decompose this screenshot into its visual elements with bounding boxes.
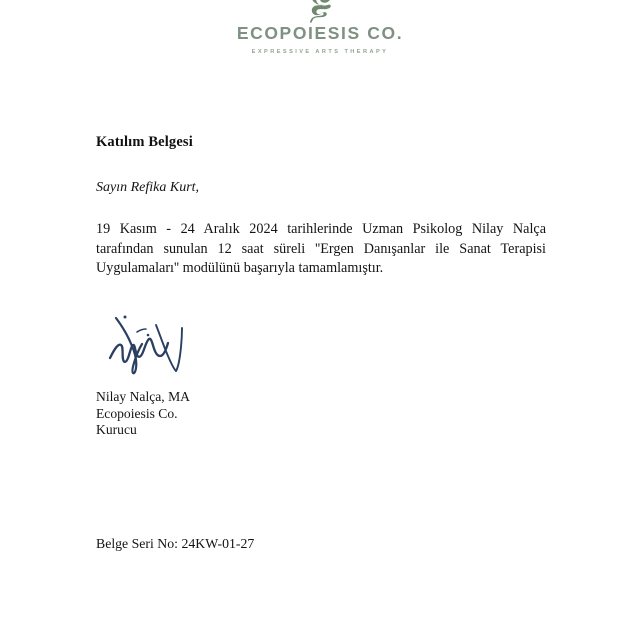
- signer-name: Nilay Nalça, MA: [96, 389, 190, 404]
- certificate-body-text: 19 Kasım - 24 Aralık 2024 tarihlerinde Uzman Psikolog Nilay Nalça tarafından sunulan 12 saat süreli ''Ergen Danışanlar ile Sanat Terapisi Uygulamaları'' modülünü başarıyla tamamlamıştır.: [96, 221, 546, 277]
- document-serial-number: Belge Seri No: 24KW-01-27: [96, 536, 255, 551]
- logo-wordmark: ECOPOIESIS CO.: [236, 23, 404, 43]
- signer-role: Kurucu: [96, 422, 137, 437]
- signature-block: [96, 389, 190, 439]
- logo-tagline: EXPRESSIVE ARTS THERAPY: [251, 48, 389, 55]
- handwritten-signature-icon: [104, 312, 194, 380]
- signer-organization: Ecopoiesis Co.: [96, 405, 178, 421]
- page-title: Katılım Belgesi: [96, 134, 193, 150]
- letterhead: [0, 0, 640, 72]
- sprout-spiral-icon: [297, 0, 343, 24]
- recipient-salutation: Sayın Refika Kurt,: [96, 180, 200, 195]
